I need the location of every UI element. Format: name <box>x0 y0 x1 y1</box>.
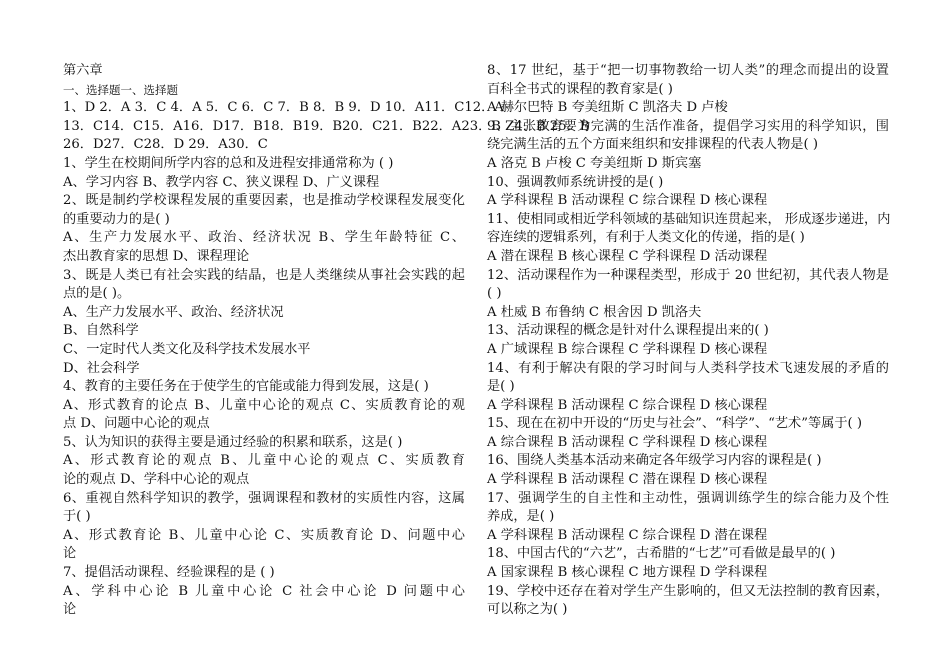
question-text: 百科全书式的课程的教育家是( ) <box>487 81 673 97</box>
answer-options: A 潜在课程 B 核心课程 C 学科课程 D 活动课程 <box>487 248 768 264</box>
question-text: 12、活动课程作为一种课程类型，形成于 20 世纪初，其代表人物是 <box>487 267 889 283</box>
question-text: 的重要动力的是( ) <box>63 211 170 227</box>
answer-options: A、学科中心论 B 儿童中心论 C 社会中心论 D 问题中心 <box>63 583 465 599</box>
answer-options: A 学科课程 B 活动课程 C 综合课程 D 核心课程 <box>487 193 768 209</box>
question-text: 18、中国古代的“六艺”，古希腊的“七艺”可看做是最早的( ) <box>487 546 836 562</box>
answer-options: 点 D、问题中心论的观点 <box>63 416 210 432</box>
question-text: 15、现在在初中开设的“历史与社会”、“科学”、“艺术”等属于( ) <box>487 416 863 432</box>
answer-options: A、生产力发展水平、政治、经济状况 B、学生年龄特征 C、 <box>63 230 465 246</box>
question-text: 19、学校中还存在着对学生产生影响的，但又无法控制的教育因素， <box>487 583 889 599</box>
question-text: 6、重视自然科学知识的教学，强调课程和教材的实质性内容，这属 <box>63 490 465 506</box>
answer-options: A 广域课程 B 综合课程 C 学科课程 D 核心课程 <box>487 341 768 357</box>
question-text: 9、主张教育要为完满的生活作准备，提倡学习实用的科学知识，围 <box>487 118 889 134</box>
answer-options: 论 <box>63 546 77 562</box>
answer-options: A、生产力发展水平、政治、经济状况 <box>63 304 284 320</box>
answer-options: A、学习内容 B、教学内容 C、狭义课程 D、广义课程 <box>63 174 380 190</box>
answer-options: A 赫尔巴特 B 夸美纽斯 C 凯洛夫 D 卢梭 <box>487 100 728 116</box>
answer-options: 杰出教育家的思想 D、课程理论 <box>63 248 250 264</box>
answer-options: C、一定时代人类文化及科学技术发展水平 <box>63 341 311 357</box>
answer-options: A 综合课程 B 活动课程 C 学科课程 D 核心课程 <box>487 434 768 450</box>
question-text: 13、活动课程的概念是针对什么课程提出来的( ) <box>487 323 769 339</box>
question-text: 4、教育的主要任务在于使学生的官能或能力得到发展，这是( ) <box>63 379 429 395</box>
question-text: 1、学生在校期间所学内容的总和及进程安排通常称为 ( ) <box>63 155 394 171</box>
question-text: 7、提倡活动课程、经验课程的是 ( ) <box>63 565 275 581</box>
question-text: 17、强调学生的自主性和主动性，强调训练学生的综合能力及个性 <box>487 490 889 506</box>
question-text: 8、17 世纪，基于“把一切事物教给一切人类”的理念而提出的设置 <box>487 63 889 78</box>
question-text: 绕完满生活的五个方面来组织和安排课程的代表人物是( ) <box>487 137 818 153</box>
right-column <box>487 62 889 620</box>
answer-options: A 国家课程 B 核心课程 C 地方课程 D 学科课程 <box>487 565 768 581</box>
question-text: 点的是( )。 <box>63 286 131 302</box>
answer-options: A、形式教育论 B、儿童中心论 C、实质教育论 D、问题中心 <box>63 527 465 543</box>
answer-key-line: 26．D27．C28．D 29．A30．C <box>63 137 268 153</box>
question-text: 2、既是制约学校课程发展的重要因素，也是推动学校课程发展变化 <box>63 193 465 209</box>
answer-options: A 洛克 B 卢梭 C 夸美纽斯 D 斯宾塞 <box>487 155 702 171</box>
question-text: 是( ) <box>487 379 515 395</box>
answer-key-line: 1、D 2．A 3．C 4．A 5．C 6．C 7．B 8．B 9．D 10．A11．C12．A <box>63 100 504 116</box>
chapter-heading: 第六章 <box>63 63 103 78</box>
question-text: 养成，是( ) <box>487 509 555 525</box>
answer-options: A 学科课程 B 活动课程 C 潜在课程 D 核心课程 <box>487 472 768 488</box>
answer-options: 论 <box>63 602 77 618</box>
question-text: 3、既是人类已有社会实践的结晶，也是人类继续从事社会实践的起 <box>63 267 465 283</box>
question-text: ( ) <box>487 286 502 302</box>
question-text: 11、使相同或相近学科领域的基础知识连贯起来， 形成逐步递进，内 <box>487 211 891 227</box>
answer-options: A 杜威 B 布鲁纳 C 根舍因 D 凯洛夫 <box>487 304 702 320</box>
answer-options: 论的观点 D、学科中心论的观点 <box>63 472 250 488</box>
question-text: 容连续的逻辑系列，有利于人类文化的传递，指的是( ) <box>487 230 805 246</box>
section-heading: 一、选择题一、选择题 <box>63 82 178 97</box>
answer-options: A、形式教育的论点 B、儿童中心论的观点 C、实质教育论的观 <box>63 397 465 413</box>
question-text: 10、强调教师系统讲授的是( ) <box>487 174 664 190</box>
answer-options: D、社会科学 <box>63 360 140 376</box>
answer-options: A 学科课程 B 活动课程 C 综合课程 D 核心课程 <box>487 397 768 413</box>
question-text: 16、围绕人类基本活动来确定各年级学习内容的课程是( ) <box>487 453 822 469</box>
answer-options: A、形式教育论的观点 B、儿童中心论的观点 C、实质教育 <box>63 453 465 469</box>
question-text: 于( ) <box>63 509 91 525</box>
answer-options: B、自然科学 <box>63 323 139 339</box>
answer-options: A 学科课程 B 活动课程 C 综合课程 D 潜在课程 <box>487 527 768 543</box>
answer-key-line: 13．C14．C15．A16．D17．B18．B19．B20．C21．B22．A23．B Z4．B 25．B <box>63 118 590 134</box>
question-text: 14、有利于解决有限的学习时间与人类科学技术飞速发展的矛盾的 <box>487 360 889 376</box>
question-text: 5、认为知识的获得主要是通过经验的积累和联系，这是( ) <box>63 434 403 450</box>
question-text: 可以称之为( ) <box>487 602 568 618</box>
